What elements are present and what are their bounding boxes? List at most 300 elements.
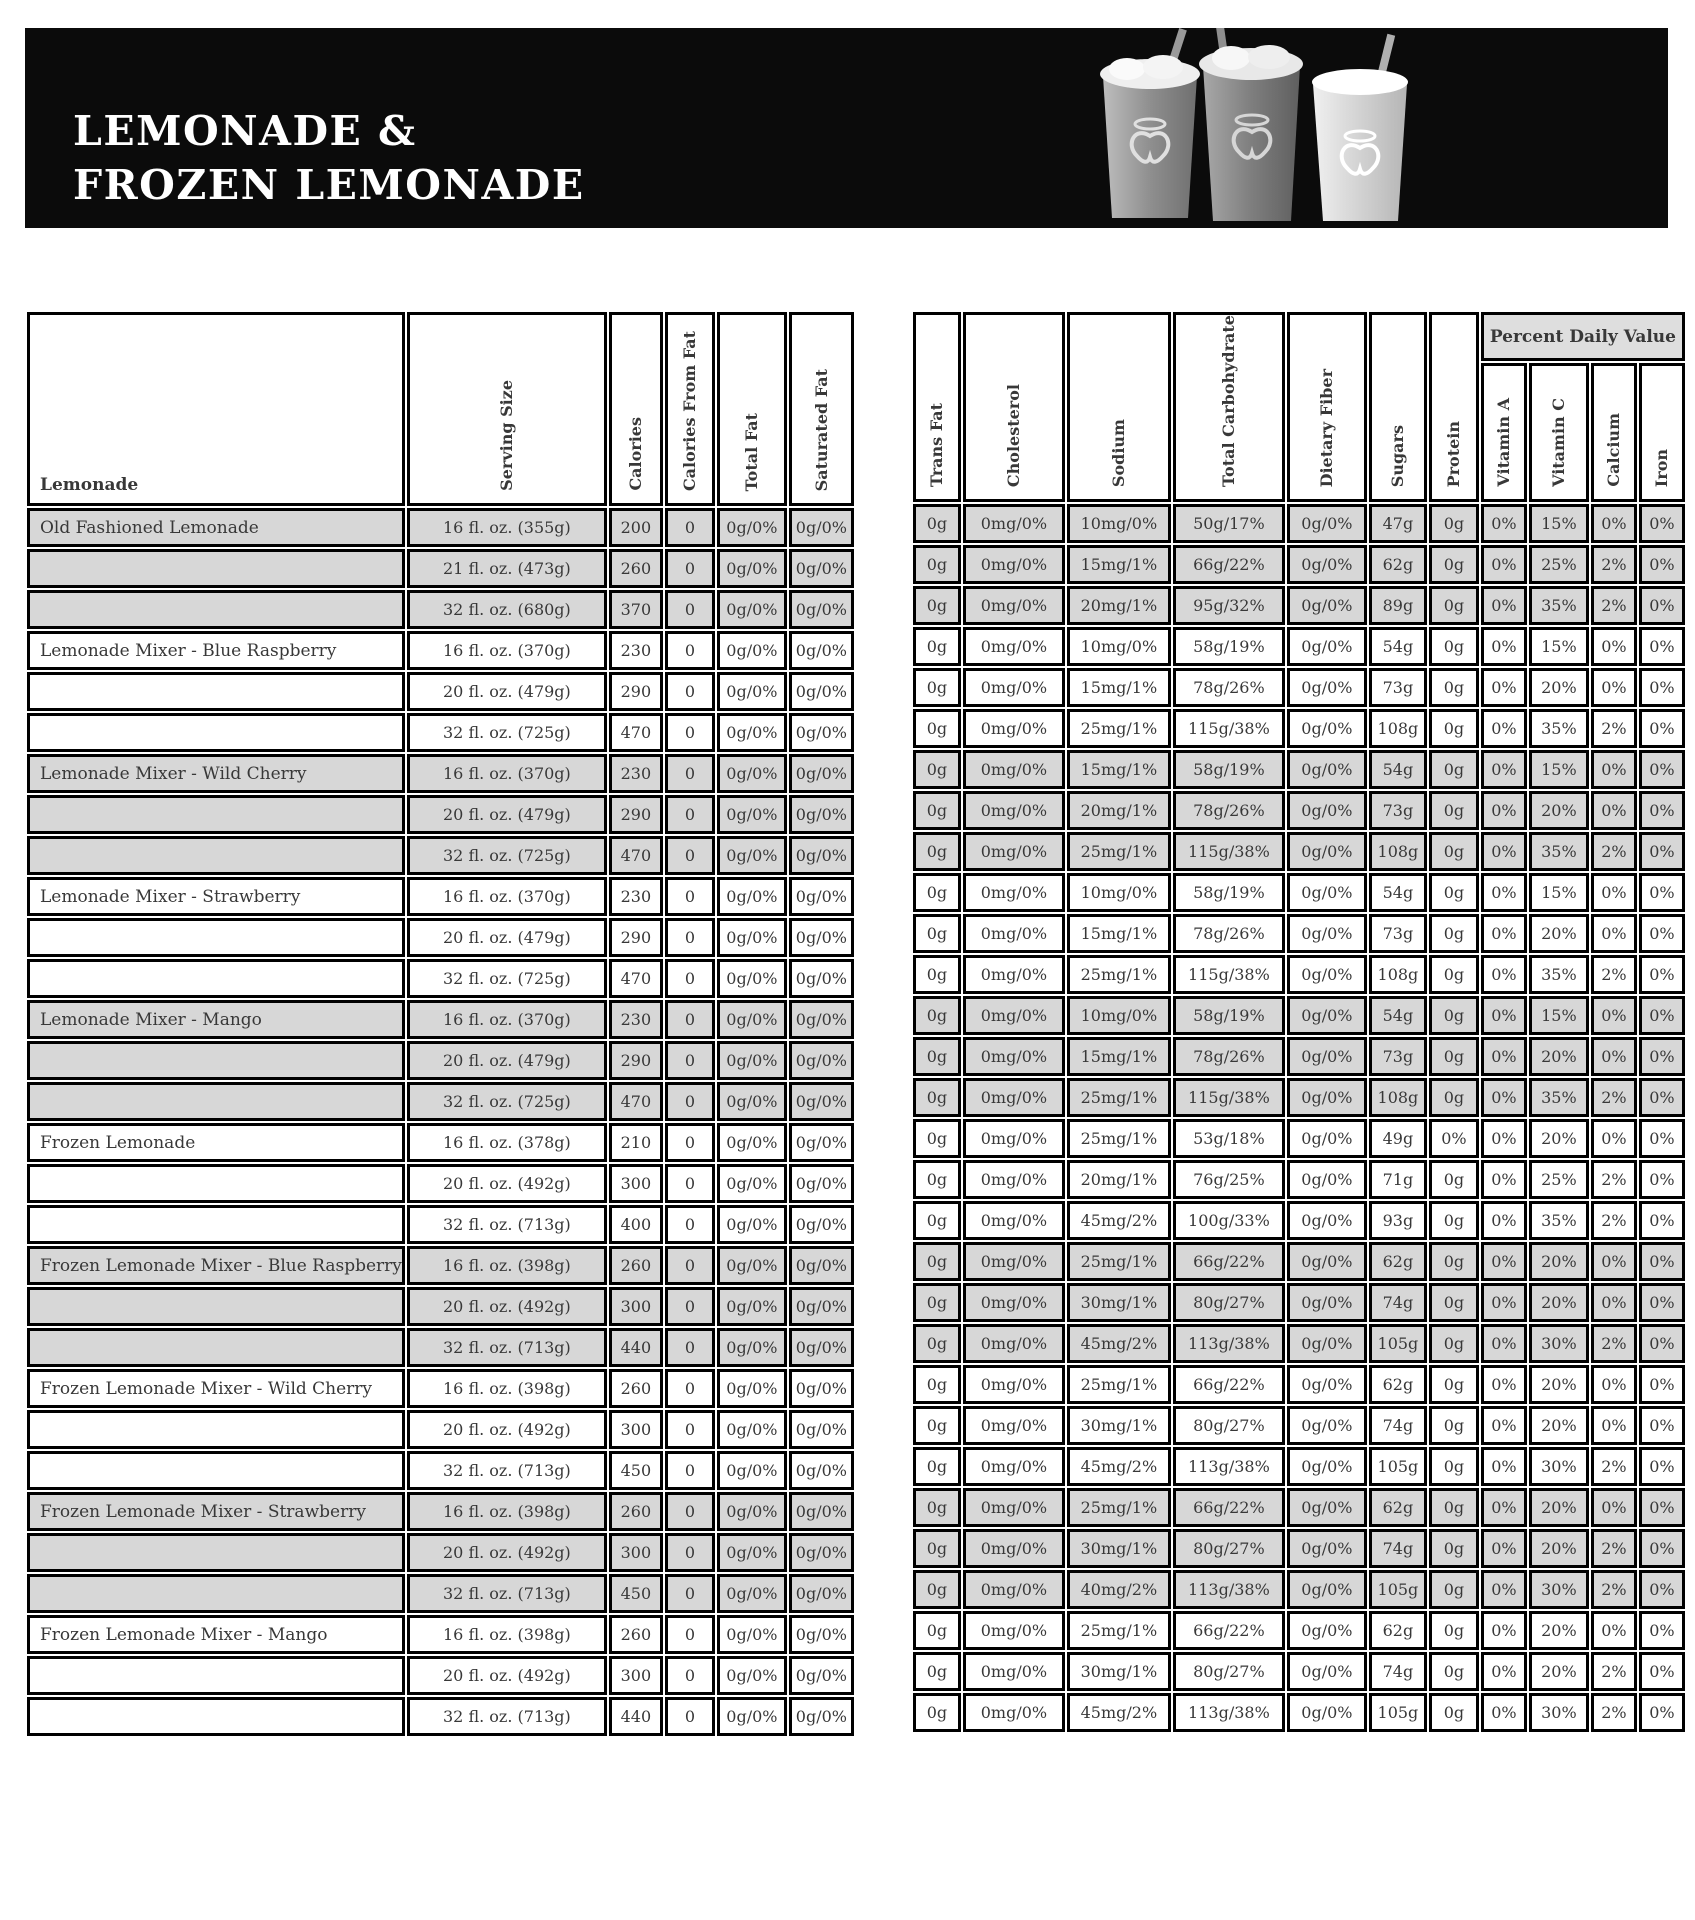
left-header-row [27, 312, 854, 506]
cell-name: Frozen Lemonade Mixer - Blue Raspberry [27, 1246, 405, 1285]
cell-sat-fat: 0g/0% [789, 1082, 854, 1121]
cell-trans-fat: 0g [913, 791, 961, 830]
page-title [73, 105, 585, 212]
cell-total-carb: 78g/26% [1173, 1037, 1285, 1076]
cell-serving: 21 fl. oz. (473g) [407, 549, 607, 588]
cell-name [27, 836, 405, 875]
cell-iron: 0% [1639, 1242, 1685, 1281]
cell-name [27, 1205, 405, 1244]
cell-protein: 0g [1429, 873, 1479, 912]
cell-protein: 0g [1429, 1324, 1479, 1363]
cell-trans-fat: 0g [913, 1611, 961, 1650]
cell-serving: 16 fl. oz. (355g) [407, 508, 607, 547]
cell-calcium: 0% [1591, 627, 1637, 666]
cell-serving: 16 fl. oz. (398g) [407, 1615, 607, 1654]
cell-serving: 32 fl. oz. (713g) [407, 1574, 607, 1613]
cell-vit-a: 0% [1481, 586, 1527, 625]
cell-protein: 0g [1429, 1488, 1479, 1527]
cell-sat-fat: 0g/0% [789, 1205, 854, 1244]
cell-serving: 20 fl. oz. (492g) [407, 1533, 607, 1572]
cell-cholesterol: 0mg/0% [963, 832, 1065, 871]
cell-sugars: 105g [1369, 1693, 1427, 1732]
cell-sat-fat: 0g/0% [789, 631, 854, 670]
cell-protein: 0g [1429, 504, 1479, 543]
table-row [913, 1078, 1685, 1117]
cell-iron: 0% [1639, 627, 1685, 666]
table-row [27, 754, 854, 793]
cell-name: Frozen Lemonade [27, 1123, 405, 1162]
table-row [913, 586, 1685, 625]
cell-cholesterol: 0mg/0% [963, 1119, 1065, 1158]
cell-trans-fat: 0g [913, 1529, 961, 1568]
cell-calcium: 0% [1591, 914, 1637, 953]
cell-sodium: 25mg/1% [1067, 1365, 1171, 1404]
cell-total-carb: 58g/19% [1173, 996, 1285, 1035]
cell-serving: 32 fl. oz. (725g) [407, 713, 607, 752]
cell-sugars: 73g [1369, 914, 1427, 953]
cell-serving: 16 fl. oz. (378g) [407, 1123, 607, 1162]
cell-total-fat: 0g/0% [717, 508, 787, 547]
table-row [913, 914, 1685, 953]
cell-protein: 0g [1429, 668, 1479, 707]
lemonade-nutrition-table-left [25, 310, 856, 1738]
cell-sat-fat: 0g/0% [789, 672, 854, 711]
cell-sodium: 20mg/1% [1067, 791, 1171, 830]
cell-vit-a: 0% [1481, 1529, 1527, 1568]
column-header-calories-from-fat: Calories From Fat [665, 312, 715, 506]
cell-vit-a: 0% [1481, 504, 1527, 543]
cell-sat-fat: 0g/0% [789, 508, 854, 547]
cell-iron: 0% [1639, 504, 1685, 543]
cell-sodium: 15mg/1% [1067, 914, 1171, 953]
cell-calcium: 2% [1591, 832, 1637, 871]
cell-protein: 0g [1429, 545, 1479, 584]
cell-iron: 0% [1639, 1160, 1685, 1199]
cell-calories: 260 [609, 1492, 663, 1531]
cell-trans-fat: 0g [913, 1447, 961, 1486]
cell-sat-fat: 0g/0% [789, 1287, 854, 1326]
cell-name [27, 672, 405, 711]
cell-sat-fat: 0g/0% [789, 1164, 854, 1203]
cell-serving: 32 fl. oz. (725g) [407, 836, 607, 875]
cell-total-carb: 115g/38% [1173, 709, 1285, 748]
cell-cal-from-fat: 0 [665, 1533, 715, 1572]
table-row [913, 627, 1685, 666]
cell-total-fat: 0g/0% [717, 631, 787, 670]
cell-calories: 290 [609, 1041, 663, 1080]
column-header-serving-size: Serving Size [407, 312, 607, 506]
cell-serving: 16 fl. oz. (370g) [407, 754, 607, 793]
cell-sat-fat: 0g/0% [789, 1123, 854, 1162]
cell-cal-from-fat: 0 [665, 1574, 715, 1613]
table-row [27, 1697, 854, 1736]
cell-vit-c: 15% [1529, 996, 1589, 1035]
cell-trans-fat: 0g [913, 1365, 961, 1404]
cell-sugars: 105g [1369, 1324, 1427, 1363]
cell-fiber: 0g/0% [1287, 1283, 1367, 1322]
cell-total-carb: 58g/19% [1173, 750, 1285, 789]
cell-total-fat: 0g/0% [717, 713, 787, 752]
cell-total-carb: 66g/22% [1173, 1611, 1285, 1650]
cell-fiber: 0g/0% [1287, 791, 1367, 830]
cell-sodium: 15mg/1% [1067, 1037, 1171, 1076]
cell-cholesterol: 0mg/0% [963, 1201, 1065, 1240]
table-row [913, 873, 1685, 912]
cell-vit-a: 0% [1481, 1242, 1527, 1281]
cell-total-carb: 66g/22% [1173, 1242, 1285, 1281]
cell-cal-from-fat: 0 [665, 918, 715, 957]
cell-sodium: 15mg/1% [1067, 750, 1171, 789]
cell-sat-fat: 0g/0% [789, 1000, 854, 1039]
cell-vit-a: 0% [1481, 1447, 1527, 1486]
table-row [27, 631, 854, 670]
cell-sodium: 25mg/1% [1067, 1488, 1171, 1527]
cell-fiber: 0g/0% [1287, 1242, 1367, 1281]
cell-vit-c: 35% [1529, 1201, 1589, 1240]
cell-name [27, 713, 405, 752]
cell-protein: 0g [1429, 1406, 1479, 1445]
cell-sodium: 30mg/1% [1067, 1529, 1171, 1568]
cell-cholesterol: 0mg/0% [963, 1160, 1065, 1199]
cell-iron: 0% [1639, 873, 1685, 912]
table-row [913, 1611, 1685, 1650]
cell-vit-c: 20% [1529, 914, 1589, 953]
cell-iron: 0% [1639, 996, 1685, 1035]
cell-serving: 32 fl. oz. (680g) [407, 590, 607, 629]
cell-calories: 300 [609, 1287, 663, 1326]
cell-name [27, 1328, 405, 1367]
cell-protein: 0g [1429, 955, 1479, 994]
table-row [27, 1533, 854, 1572]
cell-name [27, 1287, 405, 1326]
cell-vit-c: 20% [1529, 1611, 1589, 1650]
cell-protein: 0g [1429, 1201, 1479, 1240]
cell-vit-c: 30% [1529, 1324, 1589, 1363]
cell-total-fat: 0g/0% [717, 1492, 787, 1531]
cell-cal-from-fat: 0 [665, 1000, 715, 1039]
cell-cal-from-fat: 0 [665, 1082, 715, 1121]
cell-cholesterol: 0mg/0% [963, 996, 1065, 1035]
table-row [913, 832, 1685, 871]
cell-fiber: 0g/0% [1287, 1078, 1367, 1117]
table-row [27, 1041, 854, 1080]
cell-total-fat: 0g/0% [717, 1369, 787, 1408]
cell-cal-from-fat: 0 [665, 1615, 715, 1654]
cell-cholesterol: 0mg/0% [963, 914, 1065, 953]
cell-serving: 32 fl. oz. (725g) [407, 959, 607, 998]
cell-total-fat: 0g/0% [717, 877, 787, 916]
table-row [27, 1615, 854, 1654]
cell-iron: 0% [1639, 1693, 1685, 1732]
cell-vit-c: 25% [1529, 545, 1589, 584]
lemonade-nutrition-table-right [911, 310, 1687, 1734]
cell-sat-fat: 0g/0% [789, 549, 854, 588]
cell-vit-a: 0% [1481, 955, 1527, 994]
cell-protein: 0% [1429, 1119, 1479, 1158]
table-row [27, 795, 854, 834]
table-row [913, 791, 1685, 830]
cell-name [27, 1533, 405, 1572]
cell-iron: 0% [1639, 1488, 1685, 1527]
cell-total-carb: 80g/27% [1173, 1652, 1285, 1691]
cell-total-carb: 78g/26% [1173, 791, 1285, 830]
cell-trans-fat: 0g [913, 1283, 961, 1322]
cell-protein: 0g [1429, 1037, 1479, 1076]
cell-cal-from-fat: 0 [665, 836, 715, 875]
cell-serving: 32 fl. oz. (713g) [407, 1451, 607, 1490]
cell-sodium: 15mg/1% [1067, 668, 1171, 707]
cell-vit-a: 0% [1481, 1570, 1527, 1609]
cell-vit-c: 20% [1529, 1365, 1589, 1404]
cell-serving: 20 fl. oz. (479g) [407, 1041, 607, 1080]
cell-calcium: 2% [1591, 1570, 1637, 1609]
lemonade-cups-image [1085, 28, 1445, 228]
cell-total-carb: 95g/32% [1173, 586, 1285, 625]
column-header-protein: Protein [1429, 312, 1479, 502]
cell-calories: 470 [609, 1082, 663, 1121]
cell-sugars: 62g [1369, 1242, 1427, 1281]
cell-vit-a: 0% [1481, 1693, 1527, 1732]
cell-calories: 230 [609, 631, 663, 670]
cell-cholesterol: 0mg/0% [963, 504, 1065, 543]
cell-total-fat: 0g/0% [717, 959, 787, 998]
cell-serving: 20 fl. oz. (479g) [407, 918, 607, 957]
cell-sat-fat: 0g/0% [789, 795, 854, 834]
cell-sat-fat: 0g/0% [789, 1041, 854, 1080]
cell-trans-fat: 0g [913, 1078, 961, 1117]
cell-total-fat: 0g/0% [717, 836, 787, 875]
cell-vit-c: 25% [1529, 1160, 1589, 1199]
percent-daily-value-header: Percent Daily Value [1481, 312, 1685, 361]
cell-iron: 0% [1639, 1529, 1685, 1568]
cell-sodium: 25mg/1% [1067, 832, 1171, 871]
cell-vit-c: 15% [1529, 627, 1589, 666]
cell-vit-a: 0% [1481, 1037, 1527, 1076]
table-row [27, 1328, 854, 1367]
cell-vit-a: 0% [1481, 914, 1527, 953]
cell-sat-fat: 0g/0% [789, 1246, 854, 1285]
cell-calories: 230 [609, 1000, 663, 1039]
cell-calcium: 0% [1591, 1037, 1637, 1076]
table-row [27, 1451, 854, 1490]
cell-sugars: 73g [1369, 1037, 1427, 1076]
cell-serving: 16 fl. oz. (398g) [407, 1246, 607, 1285]
cell-name: Frozen Lemonade Mixer - Wild Cherry [27, 1369, 405, 1408]
cell-cholesterol: 0mg/0% [963, 1078, 1065, 1117]
cell-cal-from-fat: 0 [665, 631, 715, 670]
cell-vit-c: 20% [1529, 1652, 1589, 1691]
table-row [913, 996, 1685, 1035]
column-header-total-carbohydrate: Total Carbohydrate [1173, 312, 1285, 502]
cell-vit-c: 15% [1529, 504, 1589, 543]
table-row [913, 1365, 1685, 1404]
cell-name [27, 1164, 405, 1203]
cell-cholesterol: 0mg/0% [963, 1652, 1065, 1691]
cell-protein: 0g [1429, 750, 1479, 789]
cell-cal-from-fat: 0 [665, 590, 715, 629]
cell-vit-a: 0% [1481, 750, 1527, 789]
cell-fiber: 0g/0% [1287, 709, 1367, 748]
cell-sat-fat: 0g/0% [789, 1533, 854, 1572]
cell-sugars: 54g [1369, 996, 1427, 1035]
cell-cal-from-fat: 0 [665, 549, 715, 588]
cell-trans-fat: 0g [913, 504, 961, 543]
cell-sugars: 74g [1369, 1406, 1427, 1445]
cell-iron: 0% [1639, 914, 1685, 953]
cell-sodium: 30mg/1% [1067, 1283, 1171, 1322]
cell-vit-c: 20% [1529, 1283, 1589, 1322]
cell-iron: 0% [1639, 1652, 1685, 1691]
cell-name [27, 590, 405, 629]
cell-cal-from-fat: 0 [665, 1656, 715, 1695]
cell-iron: 0% [1639, 1201, 1685, 1240]
cell-serving: 20 fl. oz. (492g) [407, 1287, 607, 1326]
cell-protein: 0g [1429, 1447, 1479, 1486]
cell-vit-c: 20% [1529, 1406, 1589, 1445]
cell-cal-from-fat: 0 [665, 1246, 715, 1285]
cell-cal-from-fat: 0 [665, 672, 715, 711]
cell-total-carb: 115g/38% [1173, 832, 1285, 871]
table-row [913, 668, 1685, 707]
cell-calories: 260 [609, 1615, 663, 1654]
cell-calories: 370 [609, 590, 663, 629]
cell-sodium: 25mg/1% [1067, 1078, 1171, 1117]
cell-sugars: 62g [1369, 1488, 1427, 1527]
cell-calcium: 2% [1591, 1447, 1637, 1486]
cell-calcium: 2% [1591, 1160, 1637, 1199]
cell-total-fat: 0g/0% [717, 754, 787, 793]
cell-vit-c: 20% [1529, 1242, 1589, 1281]
column-header-sodium: Sodium [1067, 312, 1171, 502]
cell-name: Lemonade Mixer - Mango [27, 1000, 405, 1039]
cell-vit-c: 15% [1529, 873, 1589, 912]
cell-vit-a: 0% [1481, 791, 1527, 830]
table-row [27, 877, 854, 916]
cell-calories: 230 [609, 754, 663, 793]
cell-name [27, 918, 405, 957]
cell-calories: 450 [609, 1451, 663, 1490]
cell-vit-a: 0% [1481, 1324, 1527, 1363]
cell-trans-fat: 0g [913, 1693, 961, 1732]
cell-sodium: 45mg/2% [1067, 1693, 1171, 1732]
header-banner [25, 28, 1668, 228]
cell-iron: 0% [1639, 1037, 1685, 1076]
cell-cal-from-fat: 0 [665, 1410, 715, 1449]
cell-trans-fat: 0g [913, 627, 961, 666]
cell-fiber: 0g/0% [1287, 832, 1367, 871]
cell-sat-fat: 0g/0% [789, 1328, 854, 1367]
cell-sodium: 45mg/2% [1067, 1201, 1171, 1240]
cell-calcium: 2% [1591, 1693, 1637, 1732]
column-header-vitamin-c: Vitamin C [1529, 363, 1589, 502]
cell-sugars: 54g [1369, 873, 1427, 912]
cell-serving: 32 fl. oz. (713g) [407, 1697, 607, 1736]
cell-vit-c: 20% [1529, 668, 1589, 707]
cell-sat-fat: 0g/0% [789, 1574, 854, 1613]
cell-total-carb: 66g/22% [1173, 1488, 1285, 1527]
cell-trans-fat: 0g [913, 709, 961, 748]
table-row [913, 750, 1685, 789]
cell-fiber: 0g/0% [1287, 1201, 1367, 1240]
cell-serving: 16 fl. oz. (370g) [407, 877, 607, 916]
cell-name [27, 1656, 405, 1695]
cell-vit-c: 35% [1529, 586, 1589, 625]
cell-sat-fat: 0g/0% [789, 754, 854, 793]
cell-total-carb: 53g/18% [1173, 1119, 1285, 1158]
cell-protein: 0g [1429, 1242, 1479, 1281]
table-row [27, 508, 854, 547]
cell-total-fat: 0g/0% [717, 1615, 787, 1654]
cell-name [27, 1041, 405, 1080]
cell-iron: 0% [1639, 1570, 1685, 1609]
cell-trans-fat: 0g [913, 1242, 961, 1281]
cell-total-carb: 50g/17% [1173, 504, 1285, 543]
cell-trans-fat: 0g [913, 1324, 961, 1363]
cell-calcium: 2% [1591, 1324, 1637, 1363]
cell-trans-fat: 0g [913, 1037, 961, 1076]
table-row [913, 1201, 1685, 1240]
cell-sugars: 54g [1369, 750, 1427, 789]
cell-protein: 0g [1429, 1570, 1479, 1609]
cell-cholesterol: 0mg/0% [963, 545, 1065, 584]
cell-total-carb: 80g/27% [1173, 1406, 1285, 1445]
cell-sat-fat: 0g/0% [789, 590, 854, 629]
cell-calories: 470 [609, 959, 663, 998]
cell-fiber: 0g/0% [1287, 504, 1367, 543]
cell-serving: 32 fl. oz. (713g) [407, 1205, 607, 1244]
cell-iron: 0% [1639, 1406, 1685, 1445]
cell-name [27, 549, 405, 588]
cell-serving: 16 fl. oz. (398g) [407, 1492, 607, 1531]
table-row [27, 1164, 854, 1203]
cell-sat-fat: 0g/0% [789, 713, 854, 752]
cell-cal-from-fat: 0 [665, 795, 715, 834]
cell-trans-fat: 0g [913, 545, 961, 584]
cell-calcium: 0% [1591, 750, 1637, 789]
cell-trans-fat: 0g [913, 996, 961, 1035]
table-row [27, 918, 854, 957]
cell-total-carb: 100g/33% [1173, 1201, 1285, 1240]
cell-sugars: 108g [1369, 1078, 1427, 1117]
cell-protein: 0g [1429, 1652, 1479, 1691]
cell-trans-fat: 0g [913, 750, 961, 789]
cell-sugars: 108g [1369, 955, 1427, 994]
cell-vit-c: 30% [1529, 1447, 1589, 1486]
cell-cal-from-fat: 0 [665, 959, 715, 998]
table-row [913, 1652, 1685, 1691]
cell-vit-c: 20% [1529, 1119, 1589, 1158]
cell-vit-a: 0% [1481, 1283, 1527, 1322]
table-row [913, 1488, 1685, 1527]
cell-name: Frozen Lemonade Mixer - Strawberry [27, 1492, 405, 1531]
cell-sugars: 62g [1369, 1365, 1427, 1404]
cell-protein: 0g [1429, 832, 1479, 871]
cell-cholesterol: 0mg/0% [963, 1570, 1065, 1609]
cell-vit-a: 0% [1481, 1611, 1527, 1650]
cell-calories: 470 [609, 713, 663, 752]
cell-total-carb: 78g/26% [1173, 914, 1285, 953]
cell-total-fat: 0g/0% [717, 1082, 787, 1121]
cell-cholesterol: 0mg/0% [963, 1447, 1065, 1486]
cell-cal-from-fat: 0 [665, 877, 715, 916]
cell-sodium: 25mg/1% [1067, 709, 1171, 748]
cell-protein: 0g [1429, 1693, 1479, 1732]
cell-fiber: 0g/0% [1287, 914, 1367, 953]
cell-iron: 0% [1639, 1365, 1685, 1404]
cell-calcium: 0% [1591, 1406, 1637, 1445]
cell-protein: 0g [1429, 1365, 1479, 1404]
cell-vit-a: 0% [1481, 996, 1527, 1035]
